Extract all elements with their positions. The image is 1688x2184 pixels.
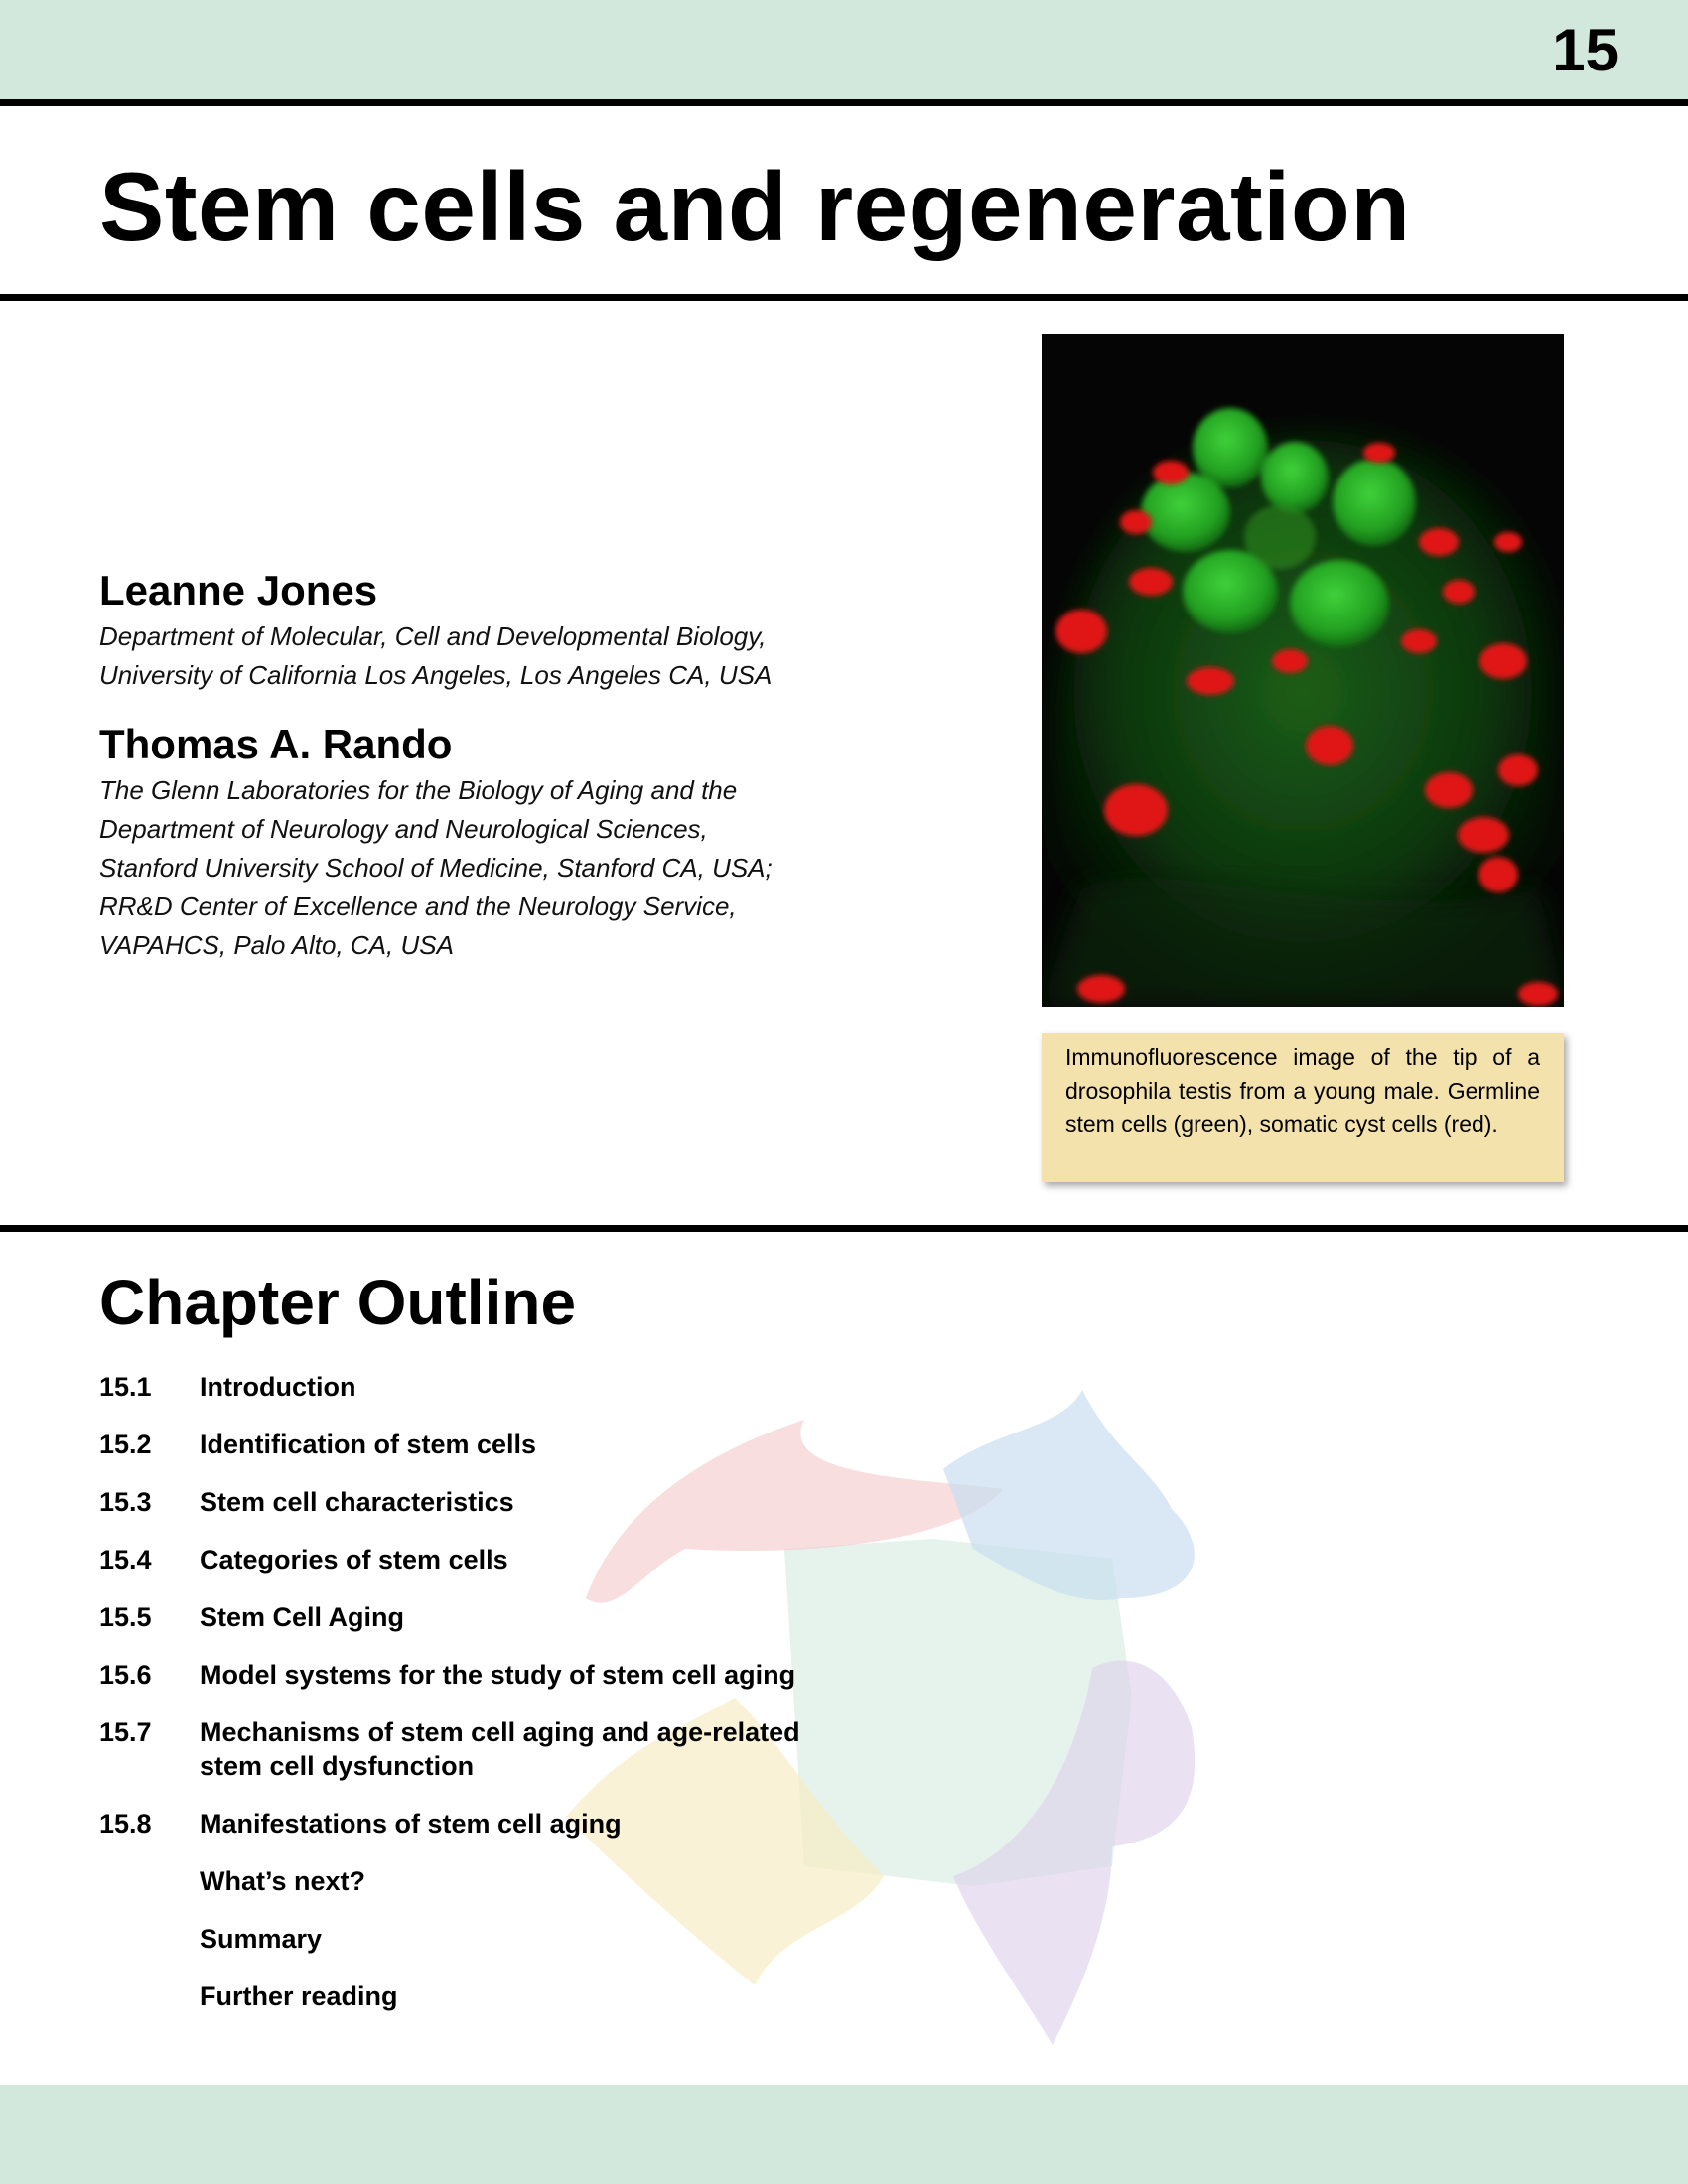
outline-item[interactable] bbox=[99, 1979, 973, 2037]
figure-caption: Immunofluorescence image of the tip of a drosophila testis from a young male. Germline stem cells (green), somatic cyst cells (red). bbox=[1042, 1033, 1564, 1182]
author-block-2 bbox=[99, 720, 874, 965]
outline-item-text: Categories of stem cells bbox=[200, 1545, 508, 1574]
outline-item-text bbox=[200, 1715, 855, 1783]
author-affiliation-line: Department of Neurology and Neurological Sciences, bbox=[99, 814, 708, 844]
header-band bbox=[0, 0, 1688, 99]
chapter-number: 15 bbox=[1552, 17, 1618, 83]
outline-item-text: Stem Cell Aging bbox=[200, 1602, 405, 1632]
chapter-title: Stem cells and regeneration bbox=[99, 152, 1411, 261]
footer-band bbox=[0, 2085, 1688, 2184]
outline-item-text: Manifestations of stem cell aging bbox=[200, 1809, 622, 1839]
outline-item-number: 15.7 bbox=[99, 1717, 152, 1747]
outline-item-text: Model systems for the study of stem cell aging bbox=[200, 1660, 796, 1690]
outline-item[interactable] bbox=[99, 1807, 973, 1864]
outline-item-text: Identification of stem cells bbox=[200, 1430, 537, 1459]
author-name: Thomas A. Rando bbox=[99, 721, 453, 767]
outline-title: Chapter Outline bbox=[99, 1267, 577, 1338]
author-block-1 bbox=[99, 566, 874, 695]
outline-item-number: 15.1 bbox=[99, 1372, 152, 1402]
outline-item[interactable] bbox=[99, 1428, 973, 1485]
author-affiliation-line: The Glenn Laboratories for the Biology of Aging and the bbox=[99, 775, 738, 805]
author-affiliation-line: University of California Los Angeles, Los Angeles CA, USA bbox=[99, 660, 773, 690]
outline-item-number: 15.3 bbox=[99, 1487, 152, 1517]
outline-item-number: 15.5 bbox=[99, 1602, 152, 1632]
outline-item-number: 15.8 bbox=[99, 1809, 152, 1839]
chapter-outline-list bbox=[99, 1370, 973, 2037]
outline-item-text-line: Mechanisms of stem cell aging and age-related bbox=[200, 1717, 800, 1747]
outline-item-text: Further reading bbox=[200, 1981, 398, 2011]
outline-item[interactable] bbox=[99, 1485, 973, 1543]
outline-item-text: Introduction bbox=[200, 1372, 356, 1402]
author-affiliation-line: VAPAHCS, Palo Alto, CA, USA bbox=[99, 930, 454, 960]
outline-item[interactable] bbox=[99, 1715, 973, 1807]
outline-item-number: 15.2 bbox=[99, 1430, 152, 1459]
outline-item[interactable] bbox=[99, 1864, 973, 1922]
outline-item-text: Stem cell characteristics bbox=[200, 1487, 514, 1517]
author-affiliation-line: RR&D Center of Excellence and the Neurology Service, bbox=[99, 891, 737, 921]
outline-item[interactable] bbox=[99, 1370, 973, 1428]
outline-item-text: What’s next? bbox=[200, 1866, 366, 1896]
immunofluorescence-image bbox=[1042, 334, 1564, 1007]
outline-item[interactable] bbox=[99, 1658, 973, 1715]
author-affiliation-line: Stanford University School of Medicine, Stanford CA, USA; bbox=[99, 853, 773, 883]
author-affiliation-line: Department of Molecular, Cell and Developmental Biology, bbox=[99, 621, 767, 651]
top-rule bbox=[0, 99, 1688, 106]
outline-item-number: 15.4 bbox=[99, 1545, 152, 1574]
outline-item-text-line: stem cell dysfunction bbox=[200, 1751, 475, 1781]
outline-rule bbox=[0, 1225, 1688, 1232]
title-rule bbox=[0, 294, 1688, 301]
author-name: Leanne Jones bbox=[99, 567, 378, 614]
outline-item[interactable] bbox=[99, 1600, 973, 1658]
outline-item-text: Summary bbox=[200, 1924, 323, 1954]
outline-item-number: 15.6 bbox=[99, 1660, 152, 1690]
outline-item[interactable] bbox=[99, 1543, 973, 1600]
outline-item[interactable] bbox=[99, 1922, 973, 1979]
